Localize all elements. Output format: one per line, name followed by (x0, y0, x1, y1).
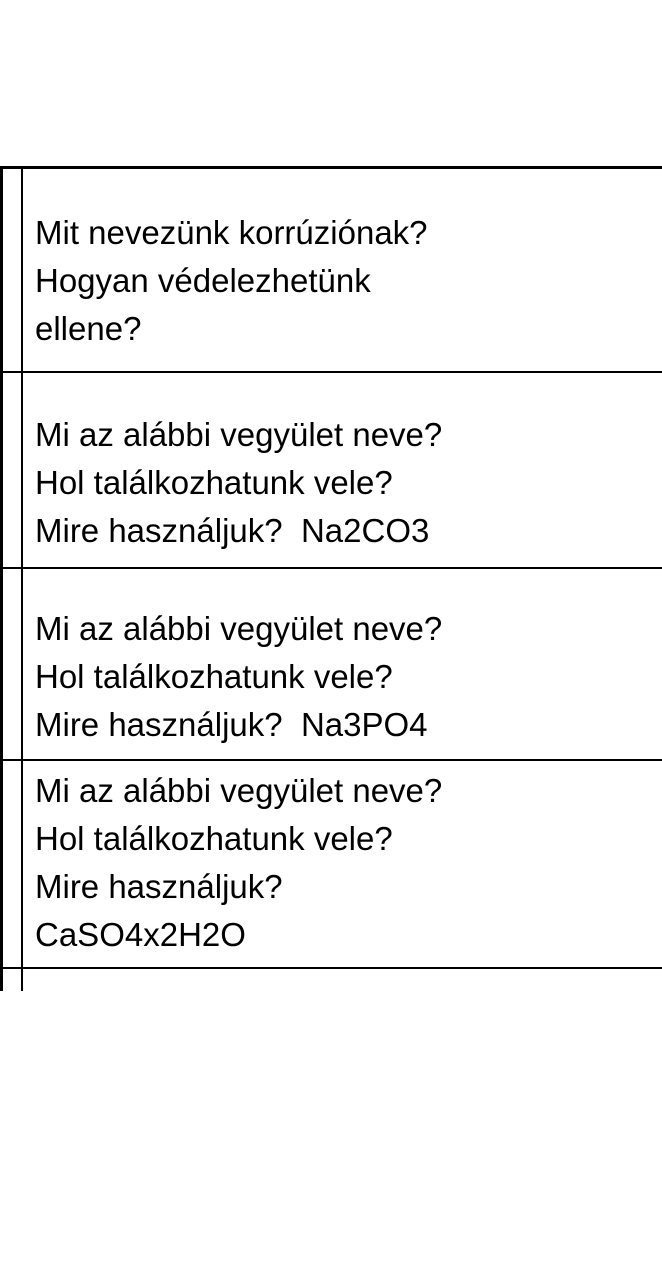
table-row (0, 761, 662, 969)
table-row (0, 373, 662, 569)
question-line: Hol találkozhatunk vele? (35, 464, 393, 501)
question-line: Mit nevezünk korrúziónak? (35, 214, 428, 251)
question-line: Hogyan védelezhetünk (35, 262, 371, 299)
questions-table (0, 166, 662, 991)
question-line: Mi az alábbi vegyület neve? (35, 610, 443, 647)
row-left-gutter (3, 761, 23, 967)
row-left-gutter (3, 373, 23, 567)
table-row (0, 569, 662, 761)
question-line: Mi az alábbi vegyület neve? (35, 416, 443, 453)
question-line: Mire használjuk? Na2CO3 (35, 512, 430, 549)
question-line: Mire használjuk? Na3PO4 (35, 706, 428, 743)
question-line: Hol találkozhatunk vele? (35, 658, 393, 695)
top-margin (0, 0, 662, 166)
question-cell-4 (25, 761, 662, 967)
question-line: Hol találkozhatunk vele? (35, 820, 393, 857)
question-cell-3 (25, 569, 662, 759)
table-row (0, 169, 662, 373)
row-left-gutter (3, 169, 23, 371)
row-left-gutter (3, 569, 23, 759)
question-line: ellene? (35, 310, 142, 347)
question-cell-1 (25, 169, 662, 371)
question-line: Mire használjuk? (35, 868, 283, 905)
question-line: CaSO4x2H2O (35, 916, 246, 953)
question-line: Mi az alábbi vegyület neve? (35, 772, 443, 809)
row-left-gutter (3, 969, 23, 991)
table-row-partial (0, 969, 662, 991)
question-cell-2 (25, 373, 662, 567)
